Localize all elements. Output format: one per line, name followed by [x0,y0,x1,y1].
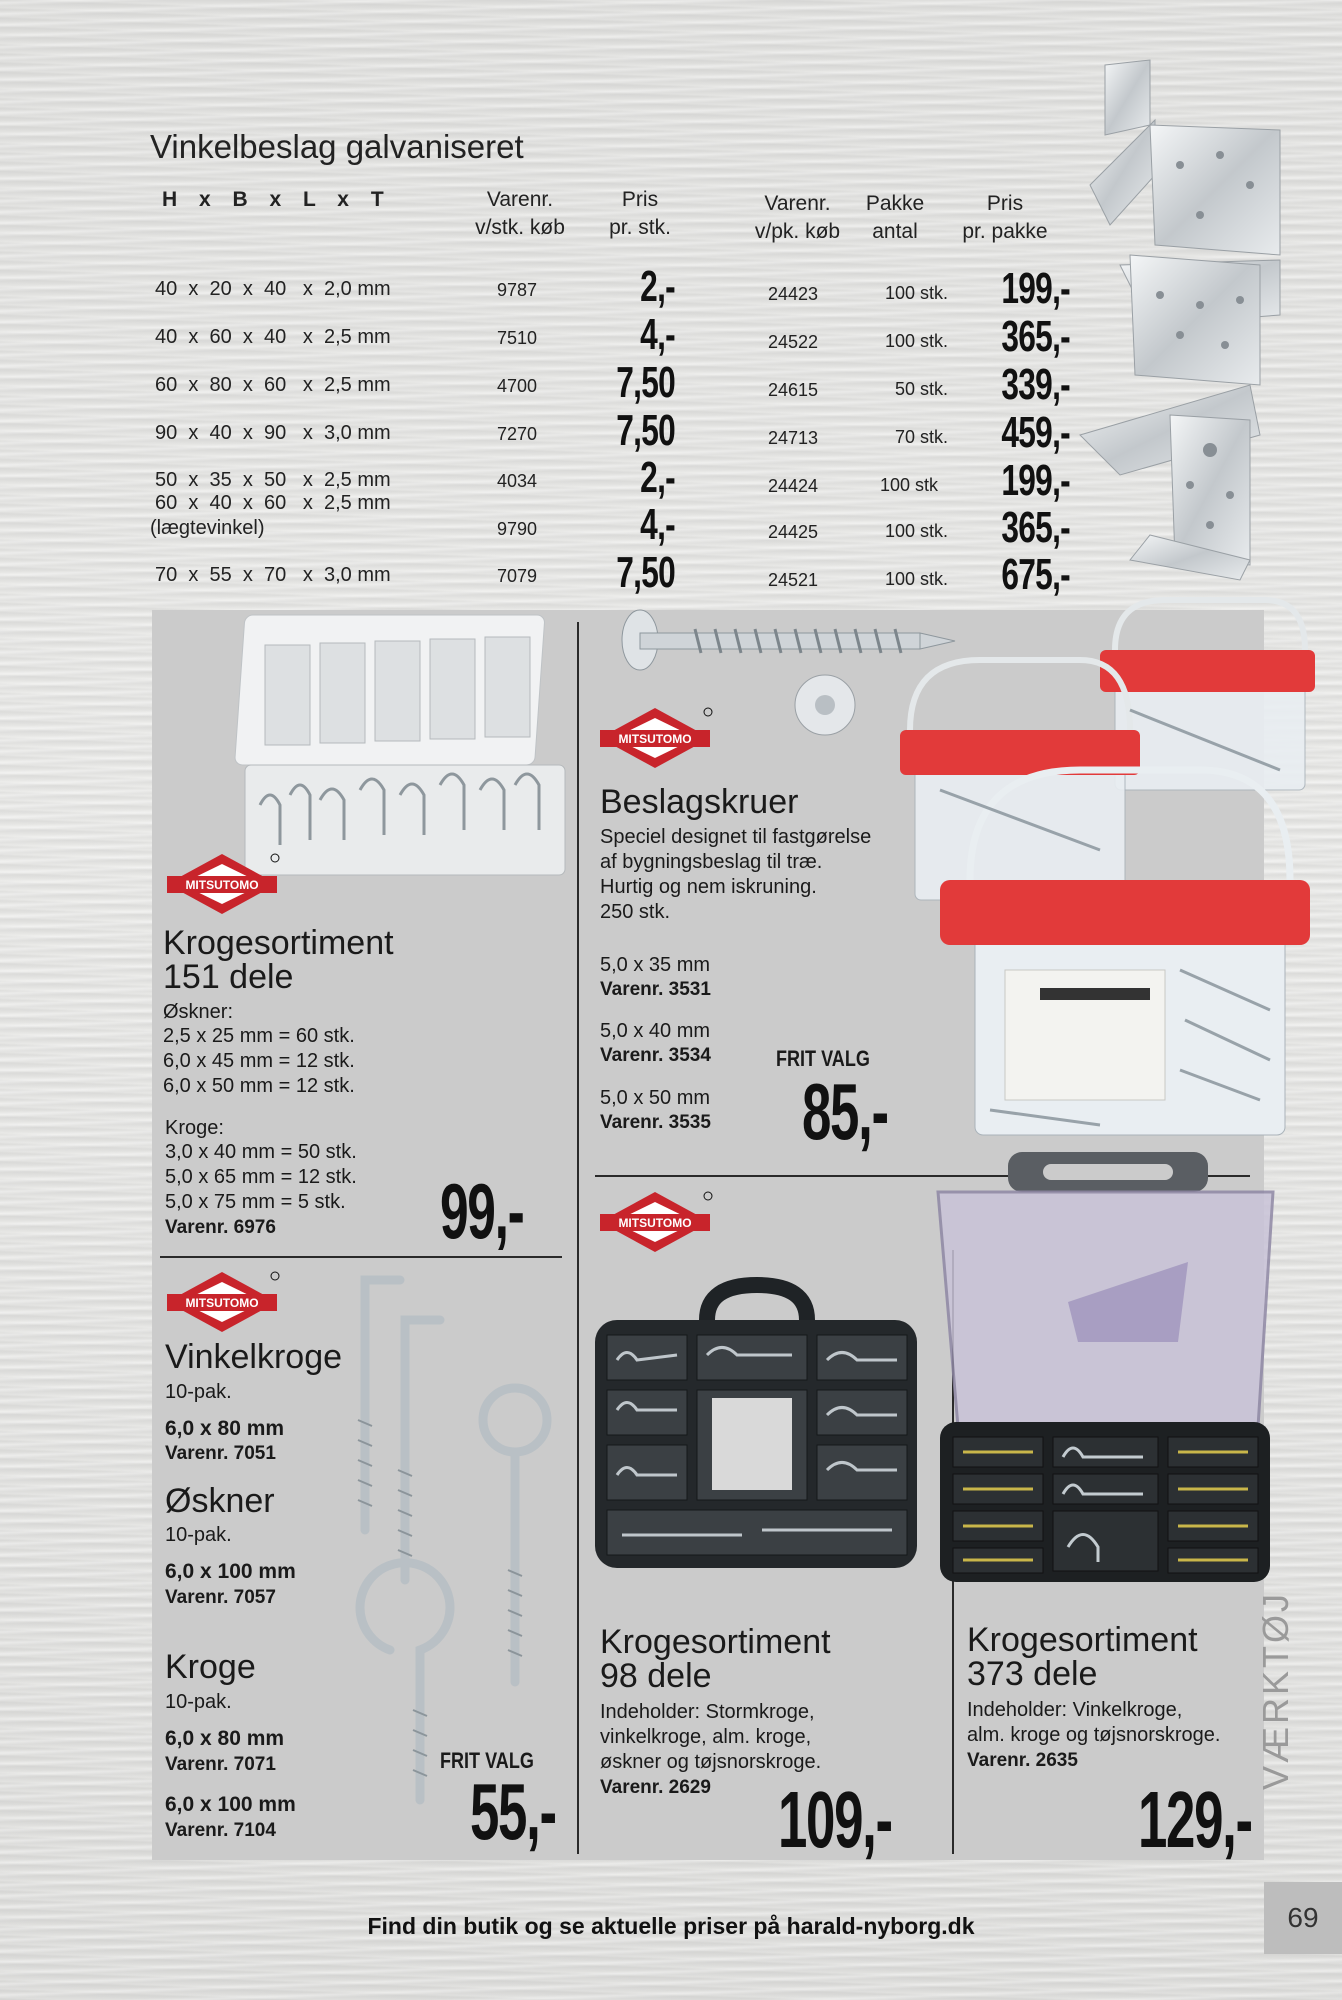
krogesortiment151-title: Krogesortiment [163,924,394,962]
krogesortiment373-desc-line: Indeholder: Vinkelkroge, [967,1699,1183,1721]
header-dims: H x B x L x T [162,188,386,211]
row-pris-stk: 4,- [640,310,675,359]
header-pakke-line2: antal [872,220,918,243]
screw-buckets-image [900,590,1320,1150]
row-varenr-stk: 4034 [496,471,538,491]
row-dims: 50 x 35 x 50 x 2,5 mm [155,469,391,491]
mitsutomo-logo-text: MITSUTOMO [618,1216,692,1230]
vinkelkroge-pak: 10-pak. [165,1381,232,1403]
header-varenr-stk [460,186,580,242]
krogesortiment98-desc-line: øskner og tøjsnorskroge. [600,1751,822,1773]
krogesortiment373-subtitle: 373 dele [967,1655,1098,1693]
row-dims: 60 x 40 x 60 x 2,5 mm [155,492,391,514]
row-pris-pakke: 365,- [1001,312,1070,361]
row-antal: 100 stk. [884,569,948,589]
mitsutomo-logo-text: MITSUTOMO [618,732,692,746]
kroge-varenr-1: Varenr. 7071 [165,1754,276,1775]
hooks-price: 55,- [470,1767,556,1856]
krogesortiment98-title: Krogesortiment [600,1623,831,1661]
row-varenr-pk: 24423 [767,284,819,304]
beslagskruer-variant-size: 5,0 x 35 mm [600,954,711,976]
row-dims: 90 x 40 x 90 x 3,0 mm [155,422,391,444]
kroge-size-1: 6,0 x 80 mm [165,1727,285,1750]
header-varenr-pk-line1: Varenr. [764,192,831,215]
beslagskruer-desc-line: Speciel designet til fastgørelse [600,826,872,848]
list-item: 2,5 x 25 mm = 60 stk. [163,1025,355,1047]
row-pris-stk: 7,50 [616,358,675,407]
kroge-pak: 10-pak. [165,1691,232,1713]
header-varenr-stk-line2: v/stk. køb [475,216,565,239]
header-pris-stk-line2: pr. stk. [609,216,671,239]
krogesortiment373-varenr: Varenr. 2635 [967,1750,1078,1771]
angle-brackets-image [1050,55,1290,575]
beslagskruer-frit-valg: FRIT VALG [776,1046,870,1071]
beslagskruer-variant-size: 5,0 x 40 mm [600,1020,711,1042]
mitsutomo-logo [598,1190,713,1255]
mitsutomo-logo-text: MITSUTOMO [185,878,259,892]
vinkelkroge-size: 6,0 x 80 mm [165,1417,285,1440]
row-varenr-pk: 24521 [767,570,819,590]
row-antal: 70 stk. [894,427,948,447]
header-pris-pakke-line1: Pris [986,192,1024,215]
row-varenr-pk: 24615 [767,380,819,400]
row-pris-stk: 4,- [640,500,675,549]
row-varenr-stk: 4700 [496,376,538,396]
beslagskruer-title: Beslagskruer [600,783,799,821]
table-title: Vinkelbeslag galvaniseret [150,128,524,165]
row-antal: 100 stk. [884,521,948,541]
row-pris-stk: 2,- [640,453,675,502]
row-varenr-pk: 24424 [767,476,819,496]
page-number: 69 [1264,1882,1342,1954]
beslagskruer-desc-line: 250 stk. [600,901,671,923]
beslagskruer-variant-varenr: Varenr. 3531 [600,979,711,1000]
oskner-size: 6,0 x 100 mm [165,1560,296,1583]
row-varenr-stk: 9787 [496,280,538,300]
row-varenr-pk: 24425 [767,522,819,542]
krogesortiment98-desc-line: vinkelkroge, alm. kroge, [600,1726,812,1748]
row-varenr-stk: 7510 [496,328,538,348]
list-item: 6,0 x 45 mm = 12 stk. [163,1050,355,1072]
krogesortiment151-price: 99,- [440,1167,524,1255]
row-pris-pakke: 199,- [1001,264,1070,313]
beslagskruer-variant-varenr: Varenr. 3534 [600,1045,711,1066]
beslagskruer-variant-varenr: Varenr. 3535 [600,1112,711,1133]
row-pris-pakke: 365,- [1001,503,1070,552]
row-varenr-pk: 24522 [767,332,819,352]
list-item: 5,0 x 65 mm = 12 stk. [165,1166,357,1188]
row-varenr-stk: 7270 [496,424,538,444]
krogesortiment98-desc-line: Indeholder: Stormkroge, [600,1701,815,1723]
krogesortiment151-kroge-label: Kroge: [165,1117,224,1139]
row-dims: 70 x 55 x 70 x 3,0 mm [155,564,391,586]
row-varenr-pk: 24713 [767,428,819,448]
row-pris-stk: 7,50 [616,406,675,455]
header-pris-stk-line1: Pris [621,188,659,211]
row-antal: 100 stk [879,475,938,495]
list-item: 3,0 x 40 mm = 50 stk. [165,1141,357,1163]
beslagskruer-desc-line: af bygningsbeslag til træ. [600,851,823,873]
hook-assortment-box-image [235,615,565,885]
row-pris-pakke: 199,- [1001,456,1070,505]
krogesortiment151-subtitle: 151 dele [163,958,294,996]
vinkelkroge-title: Vinkelkroge [165,1338,343,1376]
vinkelkroge-varenr: Varenr. 7051 [165,1443,276,1464]
row-varenr-stk: 7079 [496,566,538,586]
krogesortiment151-oskner-label: Øskner: [163,1001,234,1023]
row-pris-pakke: 675,- [1001,550,1070,599]
kroge-title: Kroge [165,1648,256,1686]
krogesortiment98-varenr: Varenr. 2629 [600,1777,711,1798]
list-item: 6,0 x 50 mm = 12 stk. [163,1075,355,1097]
header-pris-pakke [950,190,1060,246]
row-dims: 40 x 60 x 40 x 2,5 mm [155,326,391,348]
row-varenr-stk: 9790 [496,519,538,539]
row-pris-stk: 2,- [640,262,675,311]
mitsutomo-logo [598,706,713,771]
kroge-size-2: 6,0 x 100 mm [165,1793,296,1816]
mitsutomo-logo [165,1270,280,1335]
row-dims: 60 x 80 x 60 x 2,5 mm [155,374,391,396]
divider-horizontal-left [160,1256,562,1258]
side-category-label: VÆRKTØJ [1255,1590,1296,1790]
header-varenr-pk-line2: v/pk. køb [754,220,841,243]
hooks-frit-valg: FRIT VALG [440,1748,534,1773]
oskner-pak: 10-pak. [165,1524,232,1546]
mitsutomo-logo [165,852,280,917]
header-varenr-stk-line1: Varenr. [486,188,554,211]
oskner-varenr: Varenr. 7057 [165,1587,276,1608]
black-hook-case-image [592,1280,922,1570]
header-pakke [855,190,935,246]
beslagskruer-variant-size: 5,0 x 50 mm [600,1087,711,1109]
header-pakke-line1: Pakke [865,192,925,215]
row-dims: 40 x 20 x 40 x 2,0 mm [155,278,391,300]
krogesortiment373-title: Krogesortiment [967,1621,1198,1659]
row-pris-pakke: 459,- [1001,408,1070,457]
oskner-title: Øskner [165,1482,275,1520]
row-pris-pakke: 339,- [1001,360,1070,409]
krogesortiment151-varenr: Varenr. 6976 [165,1217,276,1238]
krogesortiment373-price: 129,- [1138,1775,1252,1864]
beslagskruer-price: 85,- [802,1067,888,1156]
krogesortiment373-desc-line: alm. kroge og tøjsnorskroge. [967,1724,1221,1746]
list-item: 5,0 x 75 mm = 5 stk. [165,1191,346,1213]
row-dims-note: (lægtevinkel) [150,517,265,539]
header-varenr-pk [740,190,855,246]
krogesortiment98-subtitle: 98 dele [600,1657,712,1695]
kroge-varenr-2: Varenr. 7104 [165,1820,276,1841]
row-antal: 100 stk. [884,331,948,351]
beslagskruer-desc-line: Hurtig og nem iskruning. [600,876,817,898]
header-pris-stk [590,186,690,242]
mitsutomo-logo-text: MITSUTOMO [185,1296,259,1310]
clear-lid-hook-case-image [928,1152,1308,1582]
krogesortiment98-price: 109,- [778,1775,892,1864]
header-pris-pakke-line2: pr. pakke [962,220,1048,243]
divider-vertical-left [577,622,579,1854]
row-antal: 50 stk. [894,379,948,399]
row-pris-stk: 7,50 [616,548,675,597]
row-antal: 100 stk. [884,283,948,303]
footer-text: Find din butik og se aktuelle priser på harald-nyborg.dk [367,1913,975,1939]
